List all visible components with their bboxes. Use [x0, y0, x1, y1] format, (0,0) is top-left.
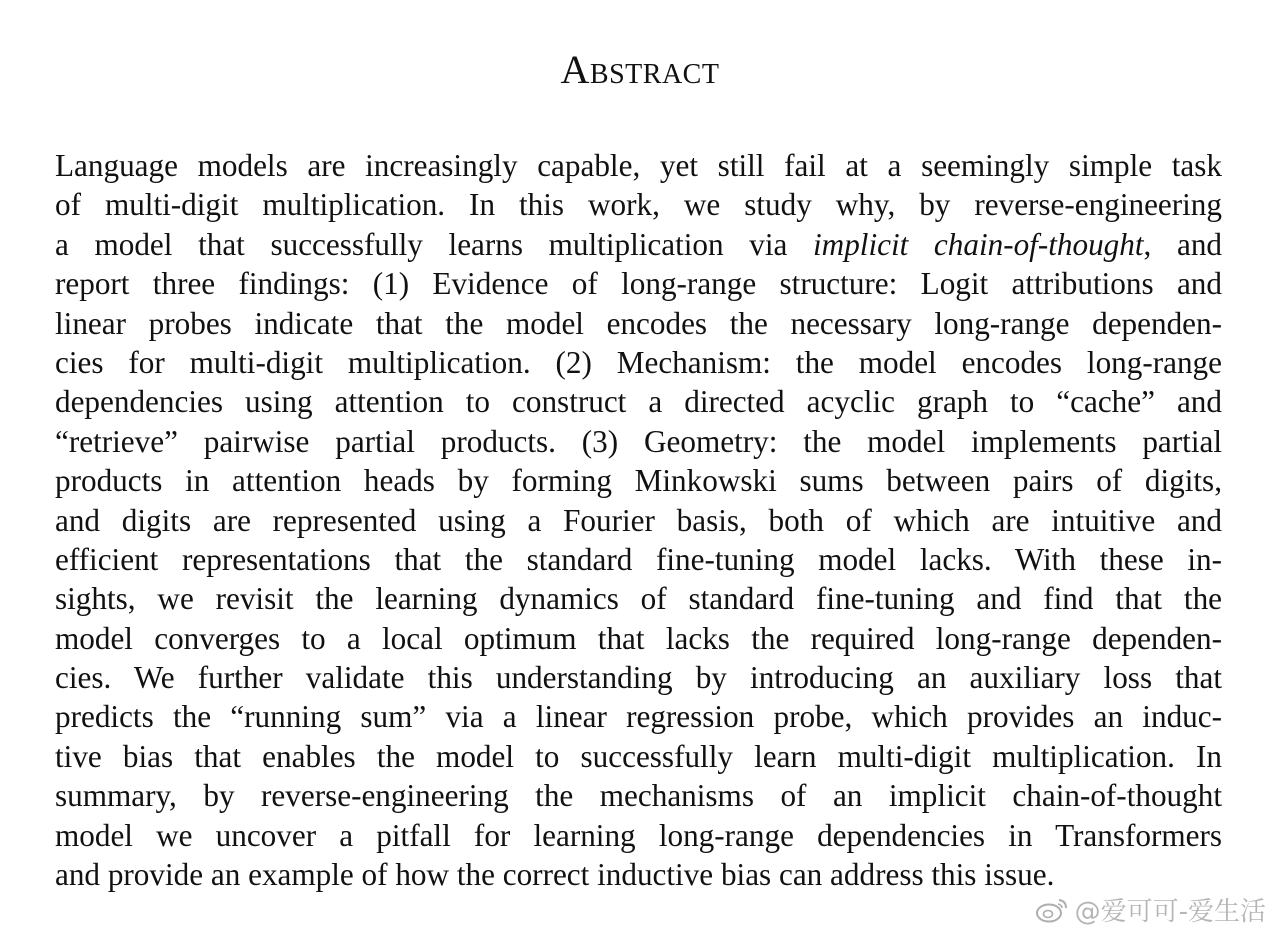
- abstract-line: summary, by reverse-engineering the mechanisms of an implicit chain-of-thought: [55, 778, 1222, 814]
- abstract-line: tive bias that enables the model to successfully learn multi-digit multiplication. In: [55, 738, 1222, 774]
- abstract-line: a model that successfully learns multiplication via implicit chain-of-thought, and: [55, 226, 1223, 262]
- abstract-line: sights, we revisit the learning dynamics of standard fine-tuning and find that the: [55, 581, 1222, 617]
- abstract-line: cies for multi-digit multiplication. (2) Mechanism: the model encodes long-range: [55, 344, 1222, 380]
- watermark: [1035, 891, 1266, 928]
- abstract-line: and digits are represented using a Fourier basis, both of which are intuitive and: [55, 502, 1222, 538]
- abstract-line: “retrieve” pairwise partial products. (3) Geometry: the model implements partial: [55, 423, 1222, 459]
- abstract-line: efficient representations that the standard fine-tuning model lacks. With these in-: [55, 541, 1222, 577]
- abstract-line: predicts the “running sum” via a linear regression probe, which provides an induc-: [55, 699, 1222, 735]
- abstract-line: and provide an example of how the correct inductive bias can address this issue.: [55, 857, 1055, 893]
- abstract-body: [55, 146, 1222, 894]
- abstract-line: of multi-digit multiplication. In this work, we study why, by reverse-engineering: [55, 187, 1222, 223]
- watermark-text: @爱可可-爱生活: [1074, 897, 1266, 927]
- abstract-heading: Abstract: [560, 47, 720, 92]
- abstract-line: report three findings: (1) Evidence of long-range structure: Logit attributions and: [55, 266, 1222, 302]
- emphasis-implicit-cot: implicit chain-of-thought: [813, 226, 1144, 262]
- abstract-line: products in attention heads by forming Minkowski sums between pairs of digits,: [55, 463, 1222, 499]
- abstract-line: dependencies using attention to construct a directed acyclic graph to “cache” and: [55, 384, 1222, 420]
- abstract-line: model converges to a local optimum that lacks the required long-range dependen-: [55, 620, 1222, 656]
- abstract-line: linear probes indicate that the model encodes the necessary long-range dependen-: [55, 305, 1222, 341]
- abstract-line: Language models are increasingly capable, yet still fail at a seemingly simple task: [55, 148, 1222, 183]
- weibo-logo-icon: [1035, 896, 1069, 924]
- abstract-line: model we uncover a pitfall for learning long-range dependencies in Transformers: [55, 817, 1222, 853]
- abstract-line: cies. We further validate this understanding by introducing an auxiliary loss that: [55, 660, 1222, 696]
